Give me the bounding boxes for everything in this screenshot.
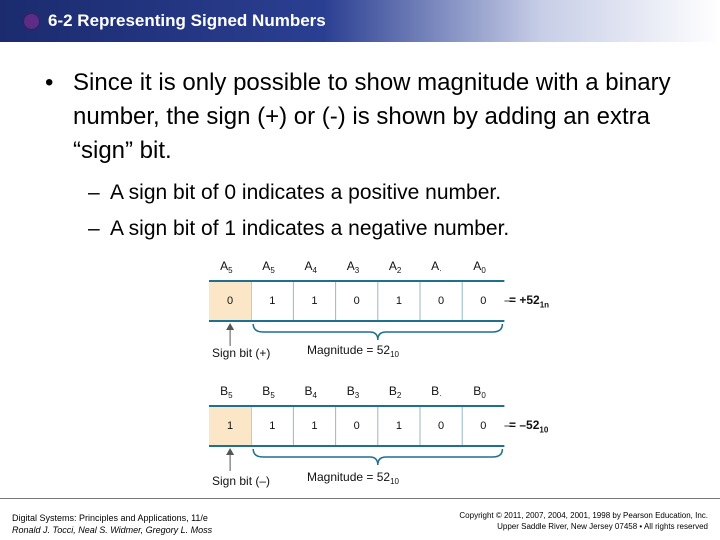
footer-book-title: Digital Systems: Principles and Applications, 11/e <box>12 513 208 523</box>
magnitude-label-a <box>307 343 399 359</box>
result-sub: 10 <box>539 425 549 435</box>
sign-arrow-head <box>226 448 234 455</box>
magnitude-text: Magnitude = 52 <box>307 470 391 484</box>
result-a <box>509 293 549 309</box>
bit-position-letter: A <box>220 259 229 273</box>
magnitude-bit-cell: 0 <box>353 420 360 432</box>
sign-bit-cell: 0 <box>209 282 251 320</box>
bit-position-sub: 5 <box>270 391 275 400</box>
sub-bullet-text: A sign bit of 1 indicates a negative number. <box>110 217 510 240</box>
footer-copyright <box>459 510 708 532</box>
bit-position-letter: B <box>431 384 440 398</box>
bit-position-letter: B <box>262 384 271 398</box>
bit-position-letter: B <box>388 384 397 398</box>
sub-bullet-text: A sign bit of 0 indicates a positive number. <box>110 181 502 204</box>
footer-copyright-line: Copyright © 2011, 2007, 2004, 2001, 1998 by Pearson Education, Inc. <box>459 511 708 520</box>
sub-bullet-dash: – <box>88 217 100 240</box>
magnitude-bit-cell: 1 <box>311 295 318 307</box>
bit-position-sub: 3 <box>354 266 360 275</box>
bit-position-label <box>347 259 359 275</box>
sign-bit-positive-label: Sign bit (+) <box>212 346 271 360</box>
bit-position-letter: B <box>346 384 355 398</box>
magnitude-bit-cell: 1 <box>395 420 402 432</box>
magnitude-brace <box>253 324 502 340</box>
bit-position-letter: A <box>388 259 397 273</box>
magnitude-bit-cell: 0 <box>480 420 487 432</box>
bit-position-sub: · <box>439 266 442 275</box>
bit-position-sub: 4 <box>312 391 317 400</box>
footer-authors: Ronald J. Tocci, Neal S. Widmer, Gregory L. Moss <box>12 525 213 535</box>
bit-position-label <box>305 259 317 275</box>
slide-title: 6-2 Representing Signed Numbers <box>48 11 326 30</box>
bit-position-sub: 4 <box>312 266 317 275</box>
bit-position-sub: 2 <box>396 266 402 275</box>
magnitude-label-b <box>307 470 399 486</box>
magnitude-sub: 10 <box>390 350 399 359</box>
bit-position-label <box>431 259 442 275</box>
bit-position-letter: B <box>304 384 313 398</box>
bit-position-label <box>262 384 274 400</box>
bit-position-label <box>347 384 359 400</box>
bit-position-sub: 5 <box>228 266 233 275</box>
bit-position-sub: 0 <box>481 266 486 275</box>
magnitude-bit-cell: 1 <box>269 420 276 432</box>
result-sub: 1n <box>539 300 550 310</box>
bit-position-label <box>431 384 442 400</box>
bit-position-label <box>220 384 232 400</box>
bit-position-letter: A <box>473 259 482 273</box>
sign-arrow-head <box>226 323 234 330</box>
bullet-dot-icon: • <box>45 69 54 96</box>
bit-position-sub: 5 <box>228 391 233 400</box>
bit-position-sub: 3 <box>354 391 360 400</box>
bit-position-sub: 2 <box>396 391 402 400</box>
result-b <box>509 418 548 434</box>
bit-position-label <box>473 384 485 400</box>
magnitude-bit-cell: 1 <box>311 420 318 432</box>
magnitude-bit-cell: 0 <box>353 295 360 307</box>
bit-position-letter: B <box>473 384 482 398</box>
bit-position-label <box>305 384 317 400</box>
sign-bit-cell: 1 <box>209 407 251 445</box>
footer-rights-line: Upper Saddle River, New Jersey 07458 • All rights reserved <box>497 522 708 531</box>
magnitude-bit-cell: 1 <box>269 295 276 307</box>
bit-position-letter: A <box>346 259 355 273</box>
magnitude-brace <box>253 449 502 465</box>
magnitude-text: Magnitude = 52 <box>307 343 391 357</box>
bit-position-label <box>389 384 401 400</box>
bit-position-sub: 5 <box>270 266 275 275</box>
bit-position-sub: · <box>439 391 442 400</box>
bit-position-label <box>220 259 232 275</box>
bit-position-letter: A <box>304 259 313 273</box>
result-text: = +52 <box>509 293 540 307</box>
magnitude-bit-cell: 0 <box>438 295 445 307</box>
magnitude-sub: 10 <box>390 477 399 486</box>
sign-bit-negative-label: Sign bit (–) <box>212 474 271 488</box>
result-text: = –52 <box>509 418 540 432</box>
footer-divider <box>0 498 720 499</box>
bit-position-sub: 0 <box>481 391 486 400</box>
bit-position-label <box>262 259 274 275</box>
main-bullet-text: Since it is only possible to show magnitude with a binary number, the sign (+) or (-) is shown by adding an extra “sign” bit. <box>73 69 671 164</box>
bit-position-letter: A <box>262 259 271 273</box>
bit-position-label <box>389 259 401 275</box>
sub-bullet-dash: – <box>88 181 100 204</box>
magnitude-bit-cell: 0 <box>480 295 487 307</box>
footer-book-info <box>12 512 212 536</box>
bit-position-label <box>473 259 485 275</box>
bit-position-letter: A <box>431 259 440 273</box>
bit-position-letter: B <box>220 384 229 398</box>
magnitude-bit-cell: 1 <box>395 295 402 307</box>
magnitude-bit-cell: 0 <box>438 420 445 432</box>
